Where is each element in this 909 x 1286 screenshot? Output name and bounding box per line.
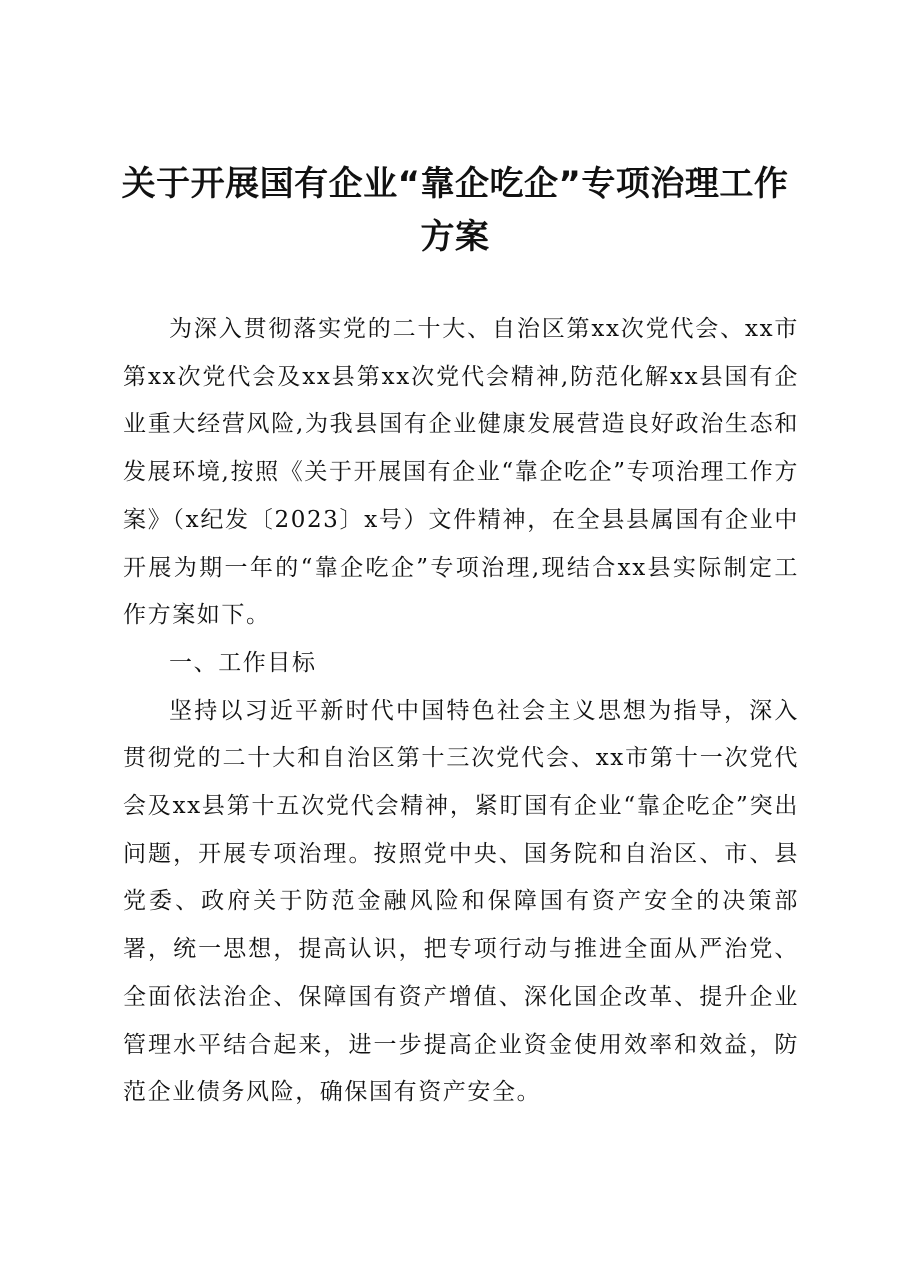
section-heading-work-goals: 一、工作目标 <box>169 649 317 676</box>
title-line-2: 方案 <box>420 217 490 257</box>
document-title <box>110 158 800 264</box>
intro-paragraph: 为深入贯彻落实党的二十大、自治区第xx次党代会、xx市第xx次党代会及xx县第xx次党代会精神,防范化解xx县国有企业重大经营风险,为我县国有企业健康发展营造良好政治生态和发展环境,按照《关于开展国有企业“靠企吃企”专项治理工作方案》（x纪发〔2023〕x号）文件精神，在全县县属国有企业中开展为期一年的“靠企吃企”专项治理,现结合xx县实际制定工作方案如下。 <box>123 316 799 629</box>
title-line-1: 关于开展国有企业“靠企吃企”专项治理工作 <box>121 164 789 204</box>
document-body <box>123 306 799 1117</box>
work-goals-paragraph: 坚持以习近平新时代中国特色社会主义思想为指导，深入贯彻党的二十大和自治区第十三次党代会、xx市第十一次党代会及xx县第十五次党代会精神，紧盯国有企业“靠企吃企”突出问题，开展专项治理。按照党中央、国务院和自治区、市、县党委、政府关于防范金融风险和保障国有资产安全的决策部署，统一思想，提高认识，把专项行动与推进全面从严治党、全面依法治企、保障国有资产增值、深化国企改革、提升企业管理水平结合起来，进一步提高企业资金使用效率和效益，防范企业债务风险，确保国有资产安全。 <box>123 697 799 1106</box>
